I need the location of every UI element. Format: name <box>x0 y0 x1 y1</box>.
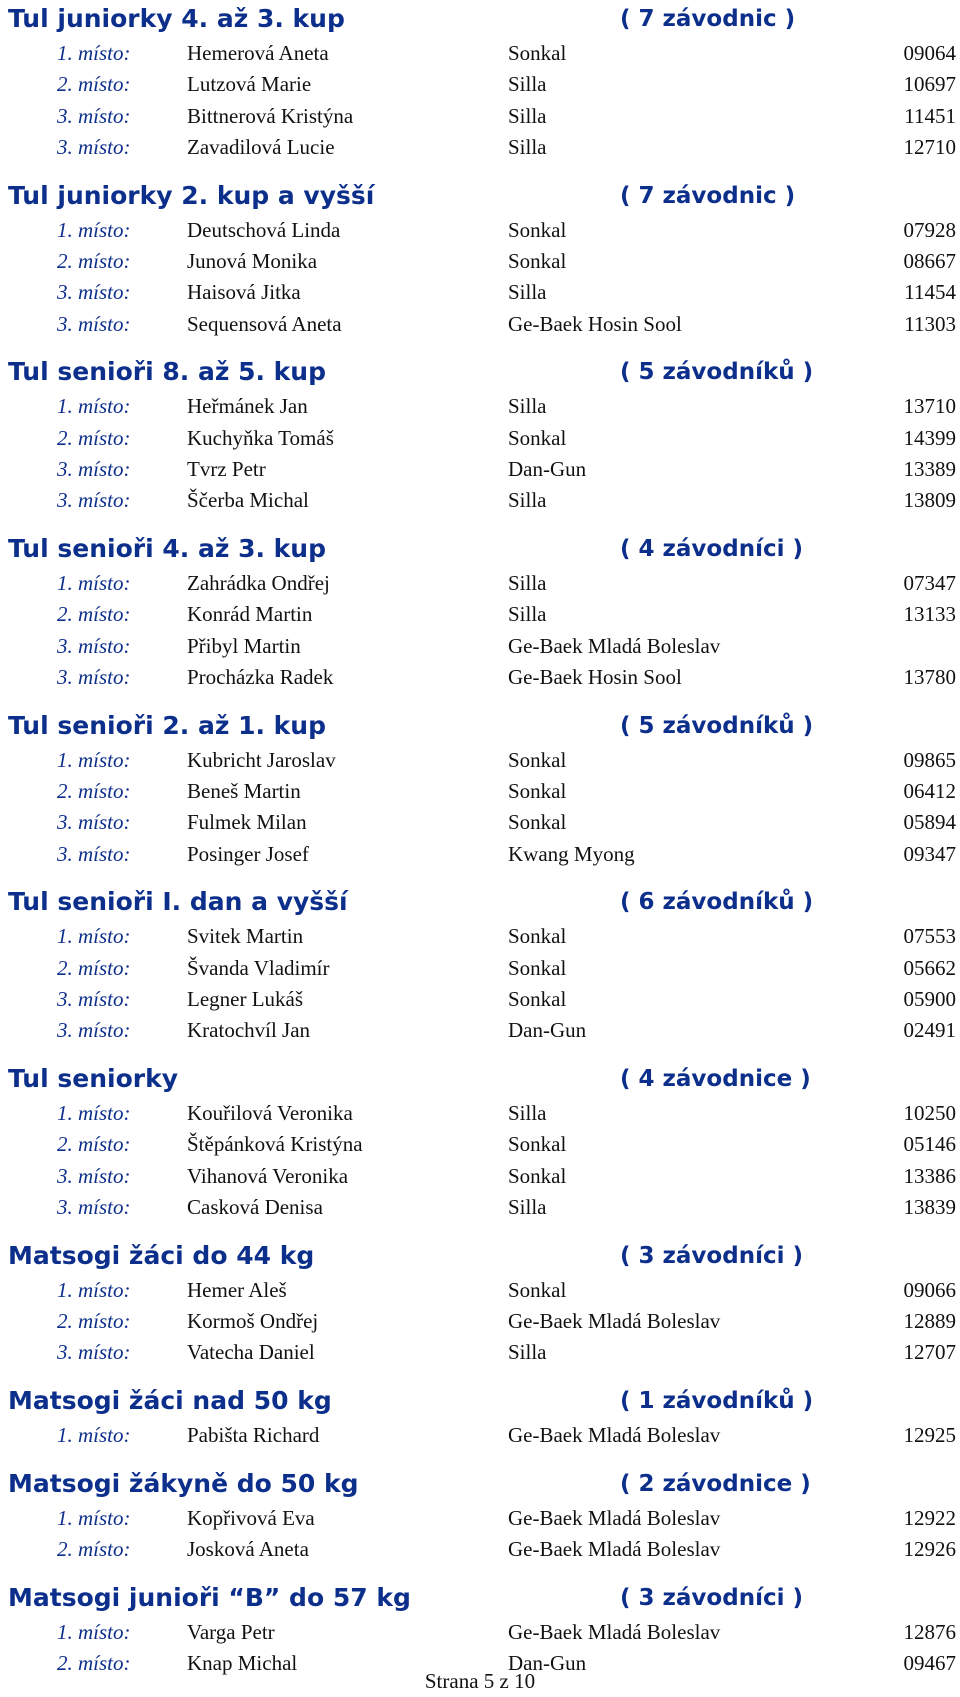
category-section <box>0 707 960 870</box>
result-row <box>0 132 960 163</box>
registration-number: 12925 <box>903 1423 956 1448</box>
place-label: 3. místo: <box>57 810 131 835</box>
registration-number: 13133 <box>903 602 956 627</box>
category-section <box>0 1465 960 1566</box>
club-name: Sonkal <box>508 217 567 242</box>
result-row <box>0 568 960 599</box>
category-header <box>0 1382 960 1420</box>
place-label: 1. místo: <box>57 1101 131 1126</box>
category-title: Matsogi žáci nad 50 kg <box>8 1386 332 1416</box>
registration-number: 09347 <box>903 841 956 866</box>
category-title: Tul senioři 8. až 5. kup <box>8 357 326 387</box>
competitor-name: Kopřivová Eva <box>187 1506 315 1530</box>
place-label: 3. místo: <box>57 1018 131 1043</box>
competitor-name: Kormoš Ondřej <box>187 1309 319 1334</box>
registration-number: 02491 <box>903 1018 956 1043</box>
category-title: Tul senioři 4. až 3. kup <box>8 534 326 564</box>
competitor-name: Tvrz Petr <box>187 456 266 481</box>
registration-number: 07928 <box>903 217 956 242</box>
club-name: Dan-Gun <box>508 1651 587 1676</box>
registration-number: 09865 <box>903 747 956 772</box>
result-row <box>0 839 960 870</box>
result-row <box>0 1098 960 1129</box>
result-row <box>0 1337 960 1368</box>
result-row <box>0 1015 960 1046</box>
place-label: 3. místo: <box>57 280 131 305</box>
place-label: 2. místo: <box>57 248 131 273</box>
category-section <box>0 1579 960 1680</box>
registration-number: 12710 <box>903 134 956 159</box>
registration-number: 12707 <box>903 1340 956 1365</box>
competitor-name: Zahrádka Ondřej <box>187 571 330 596</box>
place-label: 1. místo: <box>57 41 131 65</box>
competitor-name: Varga Petr <box>187 1620 275 1645</box>
club-name: Sonkal <box>508 987 567 1012</box>
registration-number: 12926 <box>903 1537 956 1562</box>
place-label: 2. místo: <box>57 602 131 627</box>
registration-number: 13809 <box>903 488 956 513</box>
result-row <box>0 807 960 838</box>
place-label: 1. místo: <box>57 1277 131 1302</box>
result-row <box>0 1129 960 1160</box>
category-section <box>0 0 960 163</box>
club-name: Sonkal <box>508 248 567 273</box>
club-name: Silla <box>508 1195 547 1220</box>
club-name: Kwang Myong <box>508 841 635 866</box>
result-row <box>0 1617 960 1648</box>
club-name: Silla <box>508 72 547 97</box>
competitor-name: Heřmánek Jan <box>187 394 308 419</box>
club-name: Sonkal <box>508 1277 567 1302</box>
place-label: 3. místo: <box>57 987 131 1012</box>
registration-number: 13389 <box>903 456 956 481</box>
place-label: 3. místo: <box>57 134 131 159</box>
competitor-count: ( 7 závodnic ) <box>620 182 796 209</box>
competitor-name: Deutschová Linda <box>187 217 341 242</box>
result-row <box>0 599 960 630</box>
competitor-name: Legner Lukáš <box>187 987 304 1012</box>
category-header <box>0 1237 960 1275</box>
club-name: Silla <box>508 602 547 627</box>
result-row <box>0 953 960 984</box>
club-name: Sonkal <box>508 779 567 804</box>
result-row <box>0 1534 960 1565</box>
result-row <box>0 101 960 132</box>
section-spacer <box>0 517 960 531</box>
category-title: Tul senioři 2. až 1. kup <box>8 710 326 740</box>
club-name: Sonkal <box>508 41 567 65</box>
registration-number: 09064 <box>903 41 956 65</box>
result-row <box>0 1161 960 1192</box>
competitor-name: Lutzová Marie <box>187 72 312 97</box>
club-name: Ge-Baek Mladá Boleslav <box>508 1506 721 1530</box>
competitor-name: Vatecha Daniel <box>187 1340 315 1365</box>
result-row <box>0 215 960 246</box>
club-name: Sonkal <box>508 955 567 980</box>
page-footer: Strana 5 z 10 <box>424 1669 536 1693</box>
registration-number: 07553 <box>903 924 956 949</box>
registration-number: 13839 <box>903 1195 956 1220</box>
category-header <box>0 353 960 391</box>
place-label: 2. místo: <box>57 1651 131 1676</box>
competitor-name: Zavadilová Lucie <box>187 134 335 159</box>
category-header <box>0 530 960 568</box>
registration-number: 12889 <box>903 1309 956 1334</box>
registration-number: 13710 <box>903 394 956 419</box>
club-name: Sonkal <box>508 810 567 835</box>
competitor-name: Přibyl Martin <box>187 633 301 658</box>
club-name: Dan-Gun <box>508 1018 587 1043</box>
competitor-name: Hemer Aleš <box>187 1277 287 1302</box>
result-row <box>0 1503 960 1534</box>
competitor-count: ( 7 závodnic ) <box>620 6 796 32</box>
result-row <box>0 631 960 662</box>
place-label: 3. místo: <box>57 456 131 481</box>
competitor-name: Švanda Vladimír <box>187 955 330 980</box>
category-title: Matsogi žákyně do 50 kg <box>8 1469 359 1498</box>
competitor-name: Vihanová Veronika <box>187 1163 349 1188</box>
category-section <box>0 883 960 1046</box>
place-label: 1. místo: <box>57 394 131 419</box>
result-row <box>0 391 960 422</box>
place-label: 1. místo: <box>57 747 131 772</box>
registration-number: 11303 <box>904 311 956 336</box>
category-header <box>0 177 960 215</box>
club-name: Ge-Baek Mladá Boleslav <box>508 633 721 658</box>
competitor-name: Knap Michal <box>187 1651 298 1676</box>
category-title: Tul juniorky 2. kup a vyšší <box>8 180 375 210</box>
category-header <box>0 1060 960 1098</box>
registration-number: 07347 <box>903 571 956 596</box>
club-name: Silla <box>508 1101 547 1126</box>
registration-number: 05662 <box>903 955 956 980</box>
club-name: Dan-Gun <box>508 456 587 481</box>
place-label: 3. místo: <box>57 633 131 658</box>
section-spacer <box>0 1047 960 1061</box>
registration-number: 10697 <box>903 72 956 97</box>
competitor-name: Hemerová Aneta <box>187 41 329 65</box>
registration-number: 12876 <box>903 1620 956 1645</box>
club-name: Sonkal <box>508 1132 567 1157</box>
result-row <box>0 38 960 69</box>
competitor-name: Procházka Radek <box>187 664 334 689</box>
result-row <box>0 745 960 776</box>
place-label: 1. místo: <box>57 1506 131 1530</box>
place-label: 3. místo: <box>57 311 131 336</box>
competitor-count: ( 4 závodníci ) <box>620 536 803 563</box>
section-spacer <box>0 1369 960 1383</box>
club-name: Silla <box>508 280 547 305</box>
place-label: 2. místo: <box>57 1537 131 1562</box>
club-name: Ge-Baek Mladá Boleslav <box>508 1537 721 1562</box>
competitor-count: ( 1 závodníků ) <box>620 1388 814 1415</box>
registration-number: 09467 <box>903 1651 956 1676</box>
section-spacer <box>0 1566 960 1580</box>
registration-number: 05894 <box>903 810 956 835</box>
registration-number: 13386 <box>903 1163 956 1188</box>
competitor-name: Josková Aneta <box>187 1537 309 1562</box>
result-row <box>0 246 960 277</box>
place-label: 2. místo: <box>57 1309 131 1334</box>
section-spacer <box>0 1452 960 1466</box>
registration-number: 14399 <box>903 425 956 450</box>
place-label: 3. místo: <box>57 1163 131 1188</box>
result-row <box>0 1192 960 1223</box>
competitor-name: Sequensová Aneta <box>187 311 342 336</box>
place-label: 2. místo: <box>57 1132 131 1157</box>
competitor-count: ( 3 závodníci ) <box>620 1585 803 1612</box>
club-name: Sonkal <box>508 1163 567 1188</box>
category-header <box>0 0 960 38</box>
registration-number: 05900 <box>903 987 956 1012</box>
registration-number: 11454 <box>904 280 956 305</box>
result-row <box>0 485 960 516</box>
competitor-name: Fulmek Milan <box>187 810 307 835</box>
category-section <box>0 353 960 516</box>
result-row <box>0 277 960 308</box>
registration-number: 10250 <box>903 1101 956 1126</box>
registration-number: 13780 <box>903 664 956 689</box>
category-section <box>0 1060 960 1223</box>
section-spacer <box>0 340 960 354</box>
competitor-count: ( 5 závodníků ) <box>620 712 814 739</box>
competitor-count: ( 4 závodnice ) <box>620 1066 811 1093</box>
result-row <box>0 662 960 693</box>
category-title: Tul juniorky 4. až 3. kup <box>8 4 345 33</box>
result-row <box>0 454 960 485</box>
club-name: Ge-Baek Hosin Sool <box>508 311 682 336</box>
competitor-name: Beneš Martin <box>187 779 301 804</box>
competitor-name: Bittnerová Kristýna <box>187 103 354 128</box>
category-header <box>0 1465 960 1503</box>
result-row <box>0 1306 960 1337</box>
registration-number: 11451 <box>904 103 956 128</box>
club-name: Silla <box>508 394 547 419</box>
club-name: Ge-Baek Mladá Boleslav <box>508 1309 721 1334</box>
competitor-name: Ščerba Michal <box>187 488 309 513</box>
place-label: 1. místo: <box>57 1423 131 1448</box>
place-label: 1. místo: <box>57 1620 131 1645</box>
category-title: Tul senioři I. dan a vyšší <box>8 887 348 917</box>
place-label: 3. místo: <box>57 1340 131 1365</box>
competitor-count: ( 6 závodníků ) <box>620 889 814 916</box>
category-header <box>0 707 960 745</box>
competitor-name: Pabišta Richard <box>187 1423 320 1448</box>
result-row <box>0 423 960 454</box>
registration-number: 08667 <box>903 248 956 273</box>
registration-number: 12922 <box>903 1506 956 1530</box>
competitor-name: Svitek Martin <box>187 924 304 949</box>
competitor-name: Junová Monika <box>187 248 318 273</box>
registration-number: 05146 <box>903 1132 956 1157</box>
result-row <box>0 984 960 1015</box>
competitor-count: ( 5 závodníků ) <box>620 359 814 386</box>
category-section <box>0 177 960 340</box>
competitor-name: Kouřilová Veronika <box>187 1101 353 1126</box>
competitor-name: Kubricht Jaroslav <box>187 747 336 772</box>
section-spacer <box>0 163 960 177</box>
competitor-count: ( 3 závodníci ) <box>620 1242 803 1269</box>
place-label: 1. místo: <box>57 571 131 596</box>
competitor-name: Konrád Martin <box>187 602 313 627</box>
category-title: Matsogi žáci do 44 kg <box>8 1240 315 1270</box>
category-section <box>0 1382 960 1451</box>
category-title: Tul seniorky <box>8 1064 179 1094</box>
competitor-count: ( 2 závodnice ) <box>620 1471 811 1497</box>
category-header <box>0 1579 960 1617</box>
club-name: Silla <box>508 134 547 159</box>
club-name: Ge-Baek Mladá Boleslav <box>508 1620 721 1645</box>
competitor-name: Kratochvíl Jan <box>187 1018 311 1043</box>
result-row <box>0 1420 960 1451</box>
section-spacer <box>0 1223 960 1237</box>
result-row <box>0 1275 960 1306</box>
place-label: 2. místo: <box>57 779 131 804</box>
club-name: Silla <box>508 103 547 128</box>
club-name: Sonkal <box>508 924 567 949</box>
competitor-name: Haisová Jitka <box>187 280 301 305</box>
club-name: Silla <box>508 571 547 596</box>
place-label: 3. místo: <box>57 1195 131 1220</box>
place-label: 2. místo: <box>57 955 131 980</box>
registration-number: 06412 <box>903 779 956 804</box>
place-label: 1. místo: <box>57 924 131 949</box>
competitor-name: Kuchyňka Tomáš <box>187 425 334 450</box>
section-spacer <box>0 693 960 707</box>
category-header <box>0 883 960 921</box>
place-label: 2. místo: <box>57 72 131 97</box>
result-row <box>0 776 960 807</box>
place-label: 3. místo: <box>57 488 131 513</box>
competitor-name: Casková Denisa <box>187 1195 323 1220</box>
place-label: 3. místo: <box>57 841 131 866</box>
club-name: Ge-Baek Mladá Boleslav <box>508 1423 721 1448</box>
registration-number: 09066 <box>903 1277 956 1302</box>
category-title: Matsogi junioři “B” do 57 kg <box>8 1583 411 1613</box>
place-label: 1. místo: <box>57 217 131 242</box>
place-label: 2. místo: <box>57 425 131 450</box>
place-label: 3. místo: <box>57 664 131 689</box>
section-spacer <box>0 870 960 884</box>
club-name: Ge-Baek Hosin Sool <box>508 664 682 689</box>
club-name: Silla <box>508 1340 547 1365</box>
club-name: Sonkal <box>508 425 567 450</box>
place-label: 3. místo: <box>57 103 131 128</box>
result-row <box>0 921 960 952</box>
result-row <box>0 309 960 340</box>
competitor-name: Posinger Josef <box>187 841 309 866</box>
competitor-name: Štěpánková Kristýna <box>187 1132 363 1157</box>
category-section <box>0 530 960 693</box>
result-row <box>0 69 960 100</box>
club-name: Silla <box>508 488 547 513</box>
category-section <box>0 1237 960 1369</box>
club-name: Sonkal <box>508 747 567 772</box>
